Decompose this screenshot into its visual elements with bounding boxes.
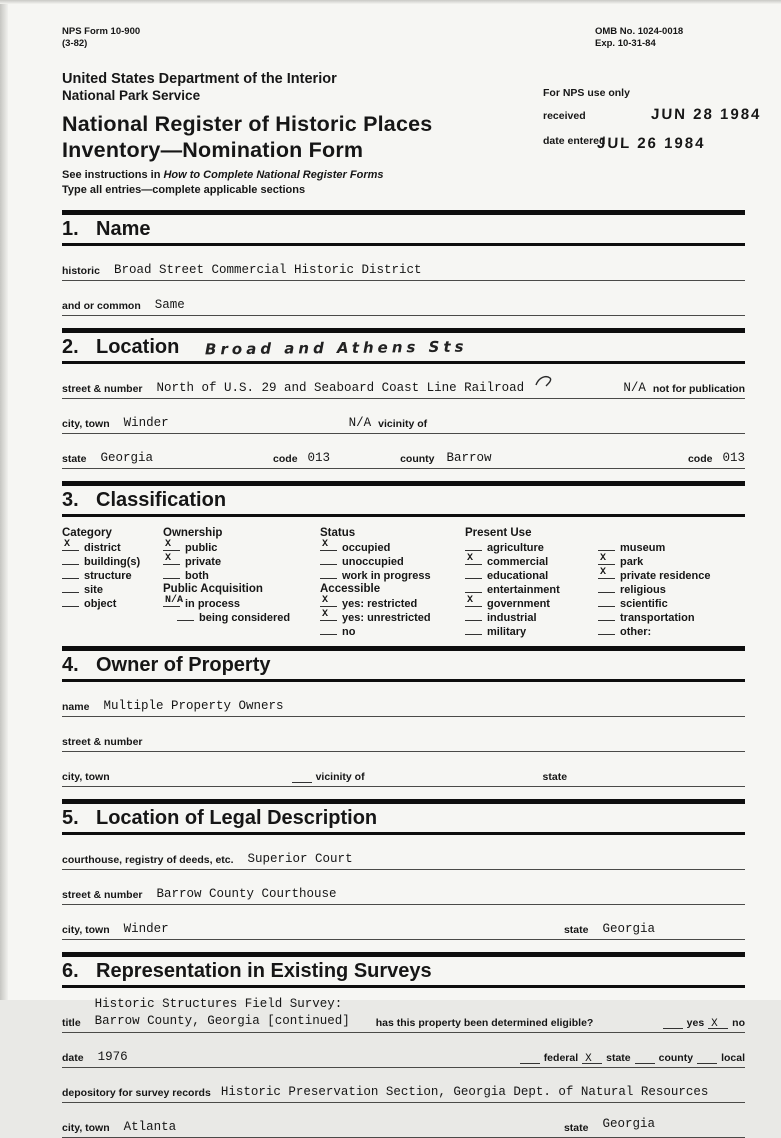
section-2-title: Location [96, 335, 180, 358]
survey-city-value: Atlanta [123, 1120, 177, 1135]
owner-vicinity-blank [292, 771, 312, 783]
form-meta [62, 26, 745, 51]
checkbox-district: X [62, 540, 79, 551]
checkbox-agriculture [465, 540, 482, 551]
survey-state-label: state [606, 1052, 631, 1065]
present-use-column [465, 526, 598, 638]
option-both: both [163, 568, 320, 582]
checkbox-public: X [163, 540, 180, 551]
checkbox-being-considered [177, 610, 194, 621]
option-unoccupied: unoccupied [320, 554, 465, 568]
section-6-number: 6. [62, 959, 79, 982]
county-value: Barrow [446, 450, 492, 465]
department-title: United States Department of the Interior [62, 70, 337, 87]
option-in-process: N/A in process [165, 594, 241, 610]
option-yes-restricted: X yes: restricted [322, 594, 418, 610]
nps-use-only-block [543, 86, 762, 153]
instructions-manual-title: How to Complete National Register Forms [163, 168, 384, 181]
section-6-title: Representation in Existing Surveys [96, 959, 432, 982]
owner-street-row [62, 731, 745, 752]
checkbox-both [163, 568, 180, 579]
owner-vicinity-label: vicinity of [315, 770, 365, 783]
option-private-residence: X private residence [600, 566, 711, 582]
checkbox-military [465, 624, 482, 635]
checkbox-object [62, 596, 79, 607]
checkbox-no [320, 624, 337, 635]
section-3-title: Classification [96, 488, 227, 511]
eligible-no-blank: X [708, 1017, 728, 1029]
form-title-line1: National Register of Historic Places [62, 112, 433, 137]
courthouse-value: Superior Court [247, 851, 353, 866]
owner-state-label: state [542, 770, 568, 783]
state-value: Georgia [100, 450, 154, 465]
owner-name-label: name [62, 700, 90, 713]
option-park: X park [600, 552, 644, 568]
checkbox-commercial: X [465, 554, 482, 565]
depository-value: Historic Preservation Section, Georgia Dept. of Natural Resources [220, 1085, 709, 1100]
omb-number: OMB No. 1024-0018 [595, 26, 684, 37]
section-1-title: Name [96, 217, 151, 240]
historic-value: Broad Street Commercial Historic District [113, 262, 422, 277]
option-commercial: X commercial [467, 552, 549, 568]
option-occupied: X occupied [322, 538, 391, 554]
historic-label: historic [62, 264, 100, 277]
public-acquisition-header: Public Acquisition [163, 582, 263, 595]
local-blank [697, 1052, 717, 1064]
checkbox-yes-unrestricted: X [320, 610, 337, 621]
handwritten-mark [534, 374, 554, 388]
checkbox-site [62, 582, 79, 593]
option-educational: educational [465, 568, 598, 582]
checkbox-private-residence: X [598, 568, 615, 579]
present-use-2-header [598, 526, 745, 540]
legal-street-label: street & number [62, 888, 143, 901]
option-district: X district [64, 538, 121, 554]
ownership-header: Ownership [163, 526, 223, 539]
checkbox-yes-restricted: X [320, 596, 337, 607]
option-transportation: transportation [598, 610, 745, 624]
checkbox-occupied: X [320, 540, 337, 551]
section-5-title: Location of Legal Description [96, 806, 378, 829]
option-object: object [62, 596, 163, 610]
date-entered-stamp: JUL 26 1984 [597, 135, 707, 153]
checkbox-other [598, 624, 615, 635]
section-4-title: Owner of Property [96, 653, 271, 676]
agency-title: National Park Service [62, 88, 201, 104]
survey-date-label: date [62, 1052, 84, 1065]
owner-city-row [62, 766, 745, 787]
survey-city-label: city, town [62, 1122, 110, 1135]
owner-name-value: Multiple Property Owners [103, 698, 284, 713]
legal-street-value: Barrow County Courthouse [156, 886, 337, 901]
status-header: Status [320, 526, 356, 539]
survey-city-state-value: Georgia [602, 1117, 655, 1132]
owner-city-label: city, town [62, 770, 110, 783]
county-blank [635, 1052, 655, 1064]
legal-street-row [62, 884, 745, 905]
courthouse-label: courthouse, registry of deeds, etc. [62, 853, 234, 866]
common-name-row [62, 295, 745, 316]
option-entertainment: entertainment [465, 582, 598, 596]
option-industrial: industrial [465, 610, 598, 624]
checkbox-museum [598, 540, 615, 551]
section-4-number: 4. [62, 653, 79, 676]
city-town-label: city, town [62, 417, 110, 430]
ownership-column [163, 526, 320, 638]
survey-title-value: Historic Structures Field Survey: Barrow County, Georgia [continued] [94, 996, 350, 1028]
section-3-number: 3. [62, 488, 79, 511]
checkbox-park: X [598, 554, 615, 565]
option-military: military [465, 624, 598, 638]
classification-grid [62, 517, 745, 646]
depository-label: depository for survey records [62, 1087, 211, 1100]
checkbox-work-in-progress [320, 568, 337, 579]
option-structure: structure [62, 568, 163, 582]
option-buildings: building(s) [62, 554, 163, 568]
present-use-column-2 [598, 526, 745, 638]
form-number [62, 26, 140, 51]
eligible-yes-blank [663, 1017, 683, 1029]
checkbox-buildings [62, 554, 79, 565]
checkbox-structure [62, 568, 79, 579]
street-number-label: street & number [62, 382, 143, 395]
checkbox-private: X [163, 554, 180, 565]
county-code-label: code [687, 452, 713, 465]
accessible-header: Accessible [320, 582, 381, 595]
vicinity-na: N/A [348, 415, 372, 430]
option-agriculture: agriculture [465, 540, 598, 554]
owner-name-row [62, 696, 745, 717]
legal-state-value: Georgia [602, 921, 655, 936]
section-1-header [62, 210, 745, 246]
federal-blank [520, 1052, 540, 1064]
option-scientific: scientific [598, 596, 745, 610]
survey-title-row [62, 996, 745, 1034]
option-religious: religious [598, 582, 745, 596]
present-use-header: Present Use [465, 526, 532, 539]
section-5-number: 5. [62, 806, 79, 829]
legal-city-label: city, town [62, 923, 110, 936]
checkbox-religious [598, 582, 615, 593]
owner-street-label: street & number [62, 735, 143, 748]
section-2-number: 2. [62, 335, 79, 358]
survey-date-row [62, 1047, 745, 1068]
section-4-header [62, 646, 745, 682]
form-number-line1: NPS Form 10-900 [62, 26, 141, 37]
form-number-line2: (3-82) [62, 38, 88, 50]
city-town-value: Winder [123, 415, 169, 430]
handwritten-street-annotation: Broad and Athens Sts [205, 337, 468, 359]
option-no: no [320, 624, 465, 638]
nps-use-only-label: For NPS use only [543, 86, 630, 99]
checkbox-transportation [598, 610, 615, 621]
eligible-question: has this property been determined eligible? [375, 1017, 594, 1030]
state-county-row [62, 448, 745, 469]
county-label: county [400, 452, 435, 465]
historic-name-row [62, 260, 745, 281]
county-code-value: 013 [722, 450, 745, 465]
common-name-value: Same [154, 297, 185, 312]
option-government: X government [467, 594, 550, 610]
survey-city-row [62, 1117, 745, 1138]
form-instructions [62, 168, 745, 198]
date-entered-row [543, 131, 761, 153]
not-for-publication-na: N/A [623, 380, 646, 395]
eligible-yes-label: yes [686, 1017, 705, 1030]
legal-city-row [62, 919, 745, 940]
section-3-header [62, 481, 745, 517]
state-blank: X [582, 1052, 602, 1064]
checkbox-scientific [598, 596, 615, 607]
city-town-row [62, 413, 745, 434]
survey-city-state-label: state [563, 1122, 589, 1135]
survey-title-label: title [62, 1017, 81, 1030]
option-museum: museum [598, 540, 745, 554]
instructions-line2: Type all entries—complete applicable sections [62, 183, 306, 196]
state-label: state [62, 452, 87, 465]
received-label: received [543, 110, 586, 123]
survey-date-value: 1976 [97, 1050, 128, 1065]
depository-row [62, 1082, 745, 1103]
checkbox-educational [465, 568, 482, 579]
omb-expiration: Exp. 10-31-84 [595, 38, 656, 50]
courthouse-row [62, 849, 745, 870]
section-6-header [62, 952, 745, 988]
federal-label: federal [543, 1052, 579, 1065]
date-entered-label: date entered [543, 135, 606, 148]
checkbox-unoccupied [320, 554, 337, 565]
form-title-line2: Inventory—Nomination Form [62, 137, 364, 162]
received-row [543, 106, 761, 124]
section-1-number: 1. [62, 217, 79, 240]
checkbox-government: X [465, 596, 482, 607]
survey-county-label: county [658, 1052, 694, 1065]
street-number-row [62, 378, 745, 399]
checkbox-industrial [465, 610, 482, 621]
category-column [62, 526, 163, 638]
option-private: X private [165, 552, 222, 568]
status-column [320, 526, 465, 638]
option-yes-unrestricted: X yes: unrestricted [322, 608, 431, 624]
checkbox-entertainment [465, 582, 482, 593]
local-label: local [721, 1052, 745, 1065]
vicinity-label: vicinity of [378, 417, 428, 430]
not-for-publication-label: not for publication [652, 382, 745, 395]
legal-city-value: Winder [123, 921, 169, 936]
eligible-no-label: no [732, 1017, 745, 1030]
option-public: X public [165, 538, 218, 554]
omb-block [595, 26, 745, 51]
state-code-label: code [273, 452, 298, 465]
common-name-label: and or common [62, 299, 141, 312]
section-5-header [62, 799, 745, 835]
checkbox-in-process: N/A [165, 594, 184, 606]
instructions-line1: See instructions in How to Complete National Register Forms [62, 168, 384, 181]
section-2-header [62, 328, 745, 364]
option-other: other: [598, 624, 745, 638]
legal-state-label: state [563, 923, 589, 936]
received-date-stamp: JUN 28 1984 [650, 106, 762, 124]
option-being-considered: being considered [163, 610, 320, 624]
category-header: Category [62, 526, 112, 539]
state-code-value: 013 [307, 450, 331, 465]
street-number-value: North of U.S. 29 and Seaboard Coast Line Railroad [156, 380, 525, 395]
option-work-in-progress: work in progress [320, 568, 465, 582]
option-site: site [62, 582, 163, 596]
